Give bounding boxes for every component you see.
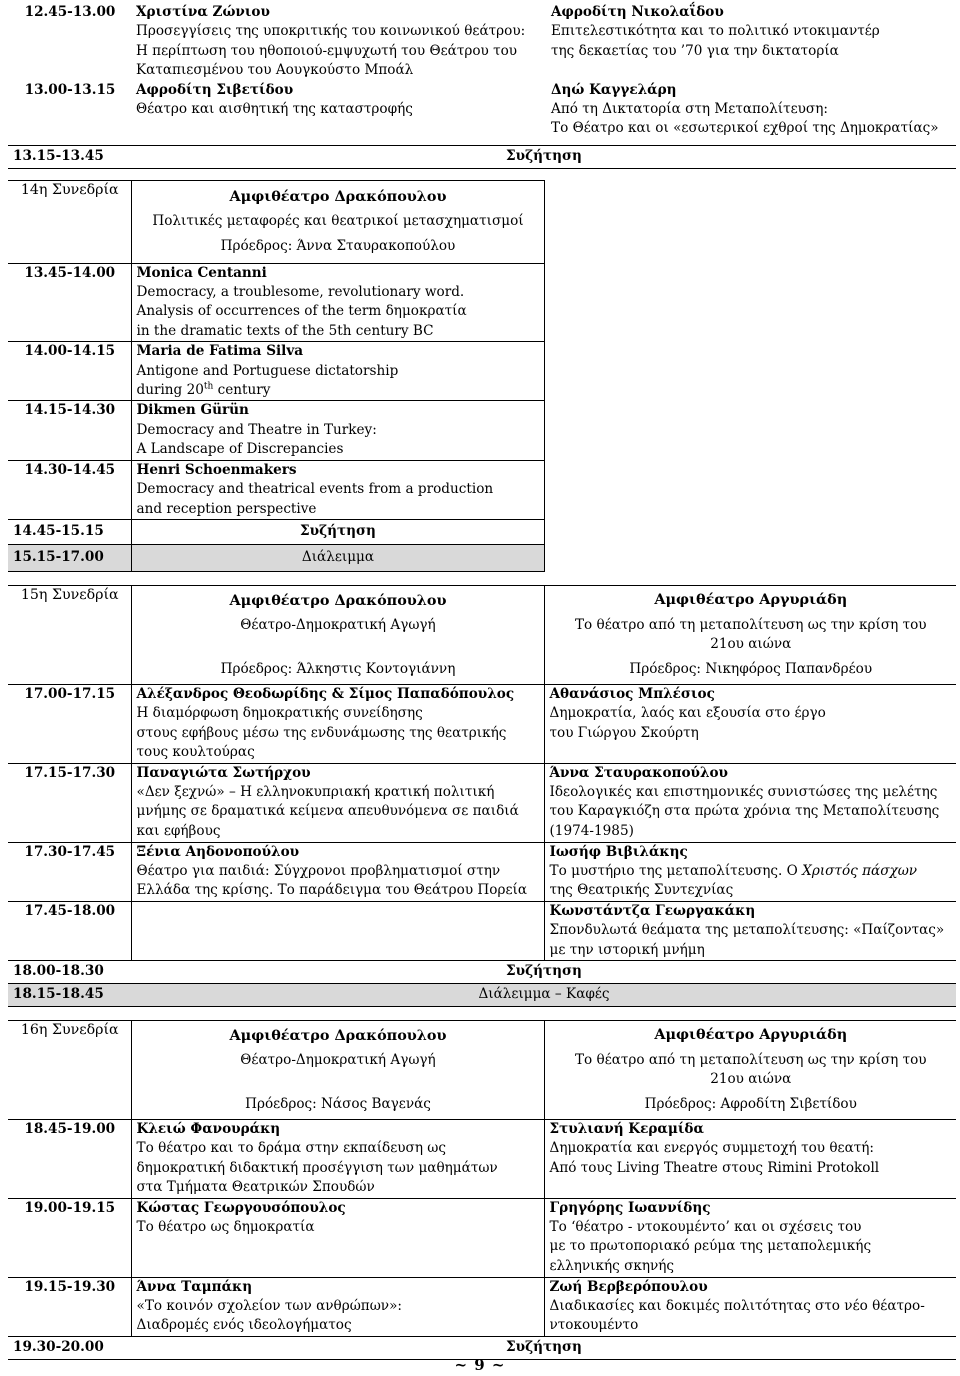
talk-right-title-line: με το πρωτοποριακό ρεύμα της μεταπολεμικής [549, 1238, 872, 1255]
talk-left-title-line: Ελλάδα της κρίσης. Το παράδειγμα του Θεάτρου Πορεία [136, 882, 528, 899]
talk-right-speaker: Ζωή Βερβερόπουλου [549, 1278, 708, 1295]
time-slot: 18.45-19.00 [8, 1119, 131, 1198]
schedule-row [8, 901, 956, 960]
schedule-row [8, 3, 956, 81]
talk-left-title-line: Η περίπτωση του ηθοποιού-εμψυχωτή του Θεάτρου του [136, 42, 518, 59]
time-slot: 17.00-17.15 [8, 684, 131, 763]
talk-right-title-text: Το μυστήριο της μεταπολίτευσης. Ο [549, 862, 803, 879]
talk-speaker: Monica Centanni [136, 264, 267, 281]
talk-title-line: Democracy, a troublesome, revolutionary word. [136, 284, 465, 301]
talk-right-title-line: Δημοκρατία, λαός και εξουσία στο έργο [549, 705, 826, 722]
talk-title-sup: th [203, 381, 214, 392]
session-14-table [8, 180, 545, 572]
talk-right-title-line: Από τη Δικτατορία στη Μεταπολίτευση: [551, 101, 828, 118]
talk-left-speaker: Αφροδίτη Σιβετίδου [136, 81, 294, 98]
discussion-label-row [8, 960, 956, 983]
session-chair: Πρόεδρος: Νικηφόρος Παπανδρέου [629, 661, 873, 678]
talk-right-title-line: ελληνικής σκηνής [549, 1257, 675, 1274]
talk-left-title-line: στους εφήβους μέσω της ενδυνάμωσης της θεατρικής [136, 724, 507, 741]
schedule-row [8, 1277, 956, 1336]
talk-left [131, 1277, 544, 1336]
talk-right-title-line: Επιτελεστικότητα και το πολιτικό ντοκιμαντέρ [551, 23, 880, 40]
talk-right [544, 684, 956, 763]
talk [131, 401, 544, 460]
time-slot: 19.15-19.30 [8, 1277, 131, 1336]
session-label: 15η Συνεδρία [8, 585, 131, 684]
talk-left-title-line: Προσεγγίσεις της υποκριτικής του κοινωνικού θεάτρου: [136, 23, 526, 40]
talk-left-title-line: Το θέατρο ως δημοκρατία [136, 1219, 315, 1235]
talk-title-line: in the dramatic texts of the 5th century BC [136, 322, 434, 339]
talk-left-title-line: «Το κοινόν σχολείον των ανθρώπων»: [136, 1298, 402, 1314]
talk-left [131, 763, 544, 842]
hall-name: Αμφιθέατρο Δρακόπουλου [229, 591, 447, 609]
session-header [131, 180, 544, 263]
session-header-row [8, 585, 956, 684]
discussion-label: Συζήτηση [131, 145, 956, 168]
schedule-row [8, 1119, 956, 1198]
session-theme: Πολιτικές μεταφορές και θεατρικοί μετασχηματισμοί [152, 212, 524, 229]
time-slot: 17.15-17.30 [8, 763, 131, 842]
session-header-row [8, 180, 544, 263]
time-slot: 19.00-19.15 [8, 1198, 131, 1277]
talk-left-title-line: δημοκρατική διδακτική προσέγγιση των μαθημάτων [136, 1159, 498, 1176]
session-theme: Το θέατρο από τη μεταπολίτευση ως την κρίση του [574, 1051, 927, 1068]
talk-right-speaker: Δηώ Καγγελάρη [551, 81, 677, 98]
talk-right-title-line: Το Θέατρο και οι «εσωτερικοί εχθροί της Δημοκρατίας» [551, 120, 939, 137]
time-slot: 14.30-14.45 [8, 460, 131, 519]
talk-right [544, 901, 956, 960]
section-gap [8, 572, 956, 585]
time-slot: 18.15-18.45 [8, 983, 131, 1006]
talk-speaker: Henri Schoenmakers [136, 461, 297, 478]
talk-right-title-line: της δεκαετίας του ’70 για την δικτατορία [551, 42, 839, 59]
talk-left [131, 3, 546, 81]
talk-left-title-line: Η διαμόρφωση δημοκρατικής συνείδησης [136, 705, 423, 722]
talk-left-title-line: και εφήβους [136, 822, 221, 839]
talk-left-title-line: μνήμης σε δραματικά κείμενα απευθυνόμενα σε παιδιά [136, 803, 519, 820]
session-theme: Θέατρο-Δημοκρατική Αγωγή [240, 1052, 436, 1069]
time-slot: 14.15-14.30 [8, 401, 131, 460]
session-chair: Πρόεδρος: Νάσος Βαγενάς [245, 1095, 431, 1112]
talk-right [544, 842, 956, 901]
talk-right-speaker: Ιωσήφ Βιβιλάκης [549, 843, 688, 860]
session-theme: 21ου αιώνα [710, 635, 792, 652]
talk-right-speaker: Κωνστάντζα Γεωργακάκη [549, 902, 756, 919]
talk-right-title-line: Σπονδυλωτά θεάματα της μεταπολίτευσης: «Παίζοντας» [549, 922, 945, 939]
talk-left-speaker: Άννα Ταμπάκη [136, 1278, 253, 1295]
talk-left-title-line: τους κουλτούρας [136, 744, 255, 761]
talk-left-title-line: στα Τμήματα Θεατρικών Σπουδών [136, 1179, 375, 1196]
schedule-row [8, 263, 544, 342]
schedule-row [8, 81, 956, 146]
talk-title-line: Democracy and theatrical events from a production [136, 481, 494, 498]
discussion-label: Συζήτηση [131, 1336, 956, 1359]
talk-right-title-line: Ιδεολογικές και επιστημονικές συνιστώσες της μελέτης [549, 783, 938, 800]
talk-right [544, 1277, 956, 1336]
time-slot: 13.45-14.00 [8, 263, 131, 342]
session-header-right [544, 585, 956, 684]
session-header-row [8, 1020, 956, 1119]
talk-title-line: A Landscape of Discrepancies [136, 441, 344, 458]
schedule-row [8, 401, 544, 460]
talk-right-title-line: του Γιώργου Σκούρτη [549, 724, 699, 741]
discussion-label: Συζήτηση [131, 960, 956, 983]
time-slot: 13.15-13.45 [8, 145, 131, 168]
schedule-row [8, 1198, 956, 1277]
talk-right [544, 763, 956, 842]
break-label: Διάλειμμα – Καφές [131, 983, 956, 1006]
session-label: 16η Συνεδρία [8, 1020, 131, 1119]
time-slot: 17.45-18.00 [8, 901, 131, 960]
talk [131, 263, 544, 342]
discussion-row [8, 519, 544, 544]
session-16-table [8, 1020, 956, 1360]
talk-left [131, 1119, 544, 1198]
talk-right-speaker: Στυλιανή Κεραμίδα [549, 1120, 704, 1137]
talk-left-title-line: Διαδρομές ενός ιδεολογήματος [136, 1317, 352, 1334]
session-theme: Το θέατρο από τη μεταπολίτευση ως την κρίση του [574, 616, 927, 633]
talk-left [131, 81, 546, 146]
time-slot: 17.30-17.45 [8, 842, 131, 901]
time-slot: 19.30-20.00 [8, 1336, 131, 1359]
talk-left [131, 684, 544, 763]
talk-left [131, 842, 544, 901]
session-chair: Πρόεδρος: Άλκηστις Κοντογιάννη [220, 660, 456, 677]
session-chair: Πρόεδρος: Άννα Σταυρακοπούλου [220, 238, 456, 255]
break-label: Διάλειμμα [131, 544, 544, 571]
talk-right-speaker: Αθανάσιος Μπλέσιος [549, 685, 715, 702]
talk-right-title-line: Διαδικασίες και δοκιμές πολιτότητας στο νέο θέατρο- [549, 1298, 925, 1314]
time-slot: 13.00-13.15 [24, 81, 116, 98]
talk-right-title-line [550, 862, 953, 881]
session-theme: Θέατρο-Δημοκρατική Αγωγή [240, 617, 436, 634]
top-block-table [8, 3, 956, 169]
time-slot: 15.15-17.00 [8, 544, 131, 571]
time-slot: 18.00-18.30 [8, 960, 131, 983]
talk-left-title-line: Θέατρο και αισθητική της καταστροφής [136, 101, 413, 118]
talk-speaker: Maria de Fatima Silva [136, 343, 304, 360]
talk-right-title-line: της Θεατρικής Συντεχνίας [549, 882, 734, 899]
talk-title-line: Antigone and Portuguese dictatorship [136, 362, 399, 379]
talk-right [544, 1119, 956, 1198]
talk-right-title-line: Από τους Living Theatre στους Rimini Protokoll [549, 1159, 880, 1176]
talk-right-title-line: του Καραγκιόζη στα πρώτα χρόνια της Μεταπολίτευσης [549, 803, 940, 820]
talk-left-title-line: Καταπιεσμένου του Αουγκούστο Μποάλ [136, 62, 414, 79]
talk-right-title-line: Δημοκρατία και ενεργός συμμετοχή του θεατή: [549, 1140, 875, 1157]
talk [131, 342, 544, 401]
talk-title-line: Democracy and Theatre in Turkey: [136, 421, 377, 438]
talk-left-speaker: Παναγιώτα Σωτήρχου [136, 764, 311, 781]
program-page [8, 0, 956, 1360]
break-label-row [8, 983, 956, 1006]
talk-right-title-line: με την ιστορική μνήμη [549, 941, 705, 958]
talk-left [131, 1198, 544, 1277]
session-theme: 21ου αιώνα [710, 1070, 792, 1087]
talk-left-speaker: Χριστίνα Ζώνιου [136, 4, 270, 20]
talk-left-title-line: Το θέατρο και το δράμα στην εκπαίδευση ως [136, 1140, 446, 1157]
break-row [8, 544, 544, 571]
schedule-row [8, 342, 544, 401]
talk-right-title-italic: Χριστός πάσχων [802, 862, 918, 879]
talk-right-speaker: Αφροδίτη Νικολαΐδου [551, 4, 724, 20]
talk-right-speaker: Γρηγόρης Ιωαννίδης [549, 1199, 711, 1216]
talk-title-line [137, 381, 540, 400]
discussion-label: Συζήτηση [131, 519, 544, 544]
talk [131, 460, 544, 519]
session-chair: Πρόεδρος: Αφροδίτη Σιβετίδου [644, 1096, 857, 1113]
talk-right-title-line: Το ‘θέατρο - ντοκουμέντο’ και οι σχέσεις του [549, 1219, 862, 1235]
talk-left-title-line: «Δεν ξεχνώ» – Η ελληνοκυπριακή κρατική πολιτική [136, 783, 495, 800]
talk-left-speaker: Κώστας Γεωργουσόπουλος [136, 1199, 346, 1216]
hall-name: Αμφιθέατρο Δρακόπουλου [229, 187, 447, 205]
talk-title-line: Analysis of occurrences of the term δημοκρατία [136, 303, 467, 320]
session-header-left [131, 1020, 544, 1119]
section-gap [8, 1007, 956, 1020]
talk-right-speaker: Άννα Σταυρακοπούλου [549, 764, 728, 781]
session-header-left [131, 585, 544, 684]
schedule-row [8, 684, 956, 763]
talk-speaker: Dikmen Gürün [136, 402, 249, 419]
talk-left-speaker: Αλέξανδρος Θεοδωρίδης & Σίμος Παπαδόπουλος [136, 685, 515, 702]
talk-title-text: century [213, 382, 271, 399]
page-number: ~ 9 ~ [454, 1356, 506, 1374]
talk-right [546, 3, 956, 81]
talk-left [131, 901, 544, 960]
session-header-right [544, 1020, 956, 1119]
discussion-row [8, 145, 956, 168]
time-slot: 14.00-14.15 [8, 342, 131, 401]
talk-left-title-line: Θέατρο για παιδιά: Σύγχρονοι προβληματισμοί στην [136, 862, 501, 879]
talk-right [544, 1198, 956, 1277]
time-slot: 12.45-13.00 [24, 4, 116, 20]
section-gap [8, 169, 956, 180]
session-label: 14η Συνεδρία [8, 180, 131, 263]
schedule-row [8, 460, 544, 519]
schedule-row [8, 763, 956, 842]
hall-name: Αμφιθέατρο Δρακόπουλου [229, 1026, 447, 1044]
talk-right-title-line: ντοκουμέντο [549, 1317, 639, 1334]
talk-title-text: during 20 [136, 382, 204, 399]
time-slot: 14.45-15.15 [8, 519, 131, 544]
session-15-table [8, 585, 956, 1007]
schedule-row [8, 842, 956, 901]
hall-name: Αμφιθέατρο Αργυριάδη [654, 591, 848, 609]
talk-left-speaker: Κλειώ Φανουράκη [136, 1120, 281, 1137]
talk-right [546, 81, 956, 146]
hall-name: Αμφιθέατρο Αργυριάδη [654, 1026, 848, 1044]
talk-left-speaker: Ξένια Αηδονοπούλου [136, 843, 300, 860]
talk-title-line: and reception perspective [136, 500, 317, 517]
talk-right-title-line: (1974-1985) [549, 822, 634, 839]
